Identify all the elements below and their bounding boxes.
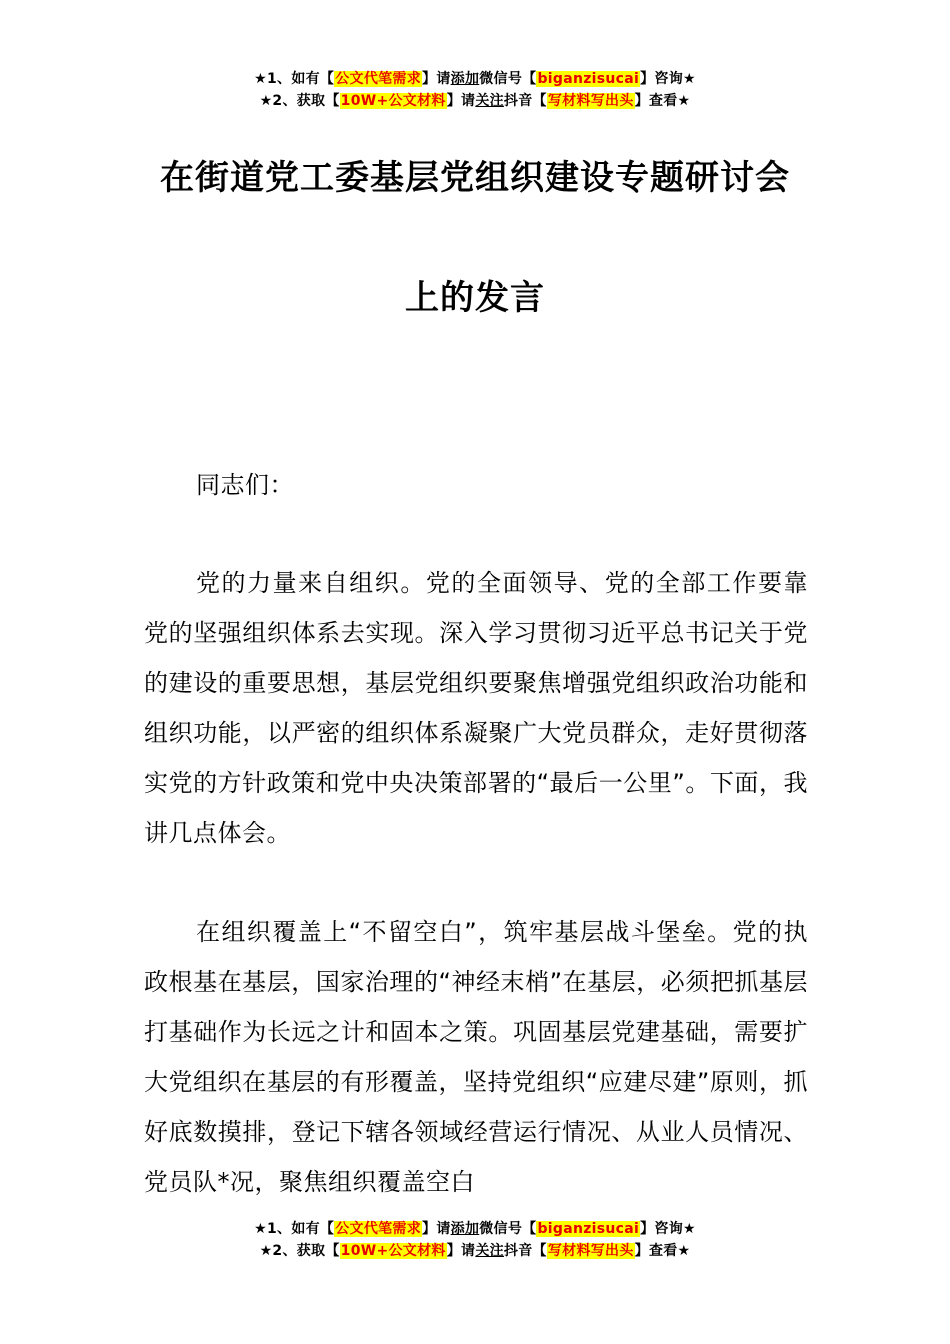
promo-2-highlight-materials: 10W+公文材料: [340, 93, 446, 109]
footer-promo-line-1: [0, 1218, 950, 1240]
paragraph-1: 党的力量来自组织。党的全面领导、党的全部工作要靠党的坚强组织体系去实现。深入学习贯彻习近平总书记关于党的建设的重要思想，基层党组织要聚焦增强党组织政治功能和组织功能，以严密的组织体系凝聚广大党员群众，走好贯彻落实党的方针政策和党中央决策部署的“最后一公里”。下面，我讲几点体会。: [144, 569, 808, 847]
footer-promo-1-text-a: 】请: [422, 1221, 451, 1237]
footer-promo-2-highlight-materials: 10W+公文材料: [340, 1243, 446, 1259]
promo-1-prefix: ★1、如有【: [254, 71, 335, 87]
document-title-line-2: 上的发言: [405, 278, 545, 318]
footer-promo-2-underlined: 关注: [475, 1243, 504, 1259]
promo-2-highlight-douyin-account: 写材料写出头: [547, 93, 634, 109]
header-promo-banner: [0, 68, 950, 112]
footer-promo-2-text-a: 】请: [446, 1243, 476, 1259]
footer-promo-1-suffix: 】咨询★: [640, 1221, 696, 1237]
promo-1-underlined: 添加: [450, 71, 480, 87]
promo-line-2: [0, 90, 950, 112]
footer-promo-1-prefix: ★1、如有【: [254, 1221, 335, 1237]
promo-line-1: [0, 68, 950, 90]
salutation: 同志们：: [196, 471, 294, 499]
promo-2-underlined: 关注: [475, 93, 504, 109]
promo-1-highlight-service: 公文代笔需求: [335, 71, 422, 87]
promo-1-text-a: 】请: [422, 71, 451, 87]
paragraph-2: 在组织覆盖上“不留空白”，筑牢基层战斗堡垒。党的执政根基在基层，国家治理的“神经末梢”在基层，必须把抓基层打基础作为长远之计和固本之策。巩固基层党建基础，需要扩大党组织在基层的有形覆盖，坚持党组织“应建尽建”原则，抓好底数摸排，登记下辖各领域经营运行情况、从业人员情况、党员队*况，聚焦组织覆盖空白: [144, 918, 808, 1196]
footer-promo-2-prefix: ★2、获取【: [259, 1243, 340, 1259]
promo-2-suffix: 】查看★: [634, 93, 691, 109]
footer-promo-1-highlight-wechat-id: biganzisucai: [537, 1221, 640, 1237]
footer-promo-banner: [0, 1218, 950, 1262]
promo-1-text-b: 微信号【: [479, 71, 537, 87]
promo-1-highlight-wechat-id: biganzisucai: [537, 71, 640, 87]
footer-promo-1-underlined: 添加: [450, 1221, 480, 1237]
promo-2-prefix: ★2、获取【: [259, 93, 340, 109]
promo-2-text-a: 】请: [446, 93, 476, 109]
footer-promo-2-text-b: 抖音【: [503, 1243, 547, 1259]
footer-promo-2-suffix: 】查看★: [634, 1243, 691, 1259]
footer-promo-2-highlight-douyin-account: 写材料写出头: [547, 1243, 634, 1259]
footer-promo-1-text-b: 微信号【: [479, 1221, 537, 1237]
footer-promo-1-highlight-service: 公文代笔需求: [335, 1221, 422, 1237]
footer-promo-line-2: [0, 1240, 950, 1262]
promo-1-suffix: 】咨询★: [640, 71, 696, 87]
document-title-line-1: 在街道党工委基层党组织建设专题研讨会: [160, 158, 790, 198]
promo-2-text-b: 抖音【: [503, 93, 547, 109]
